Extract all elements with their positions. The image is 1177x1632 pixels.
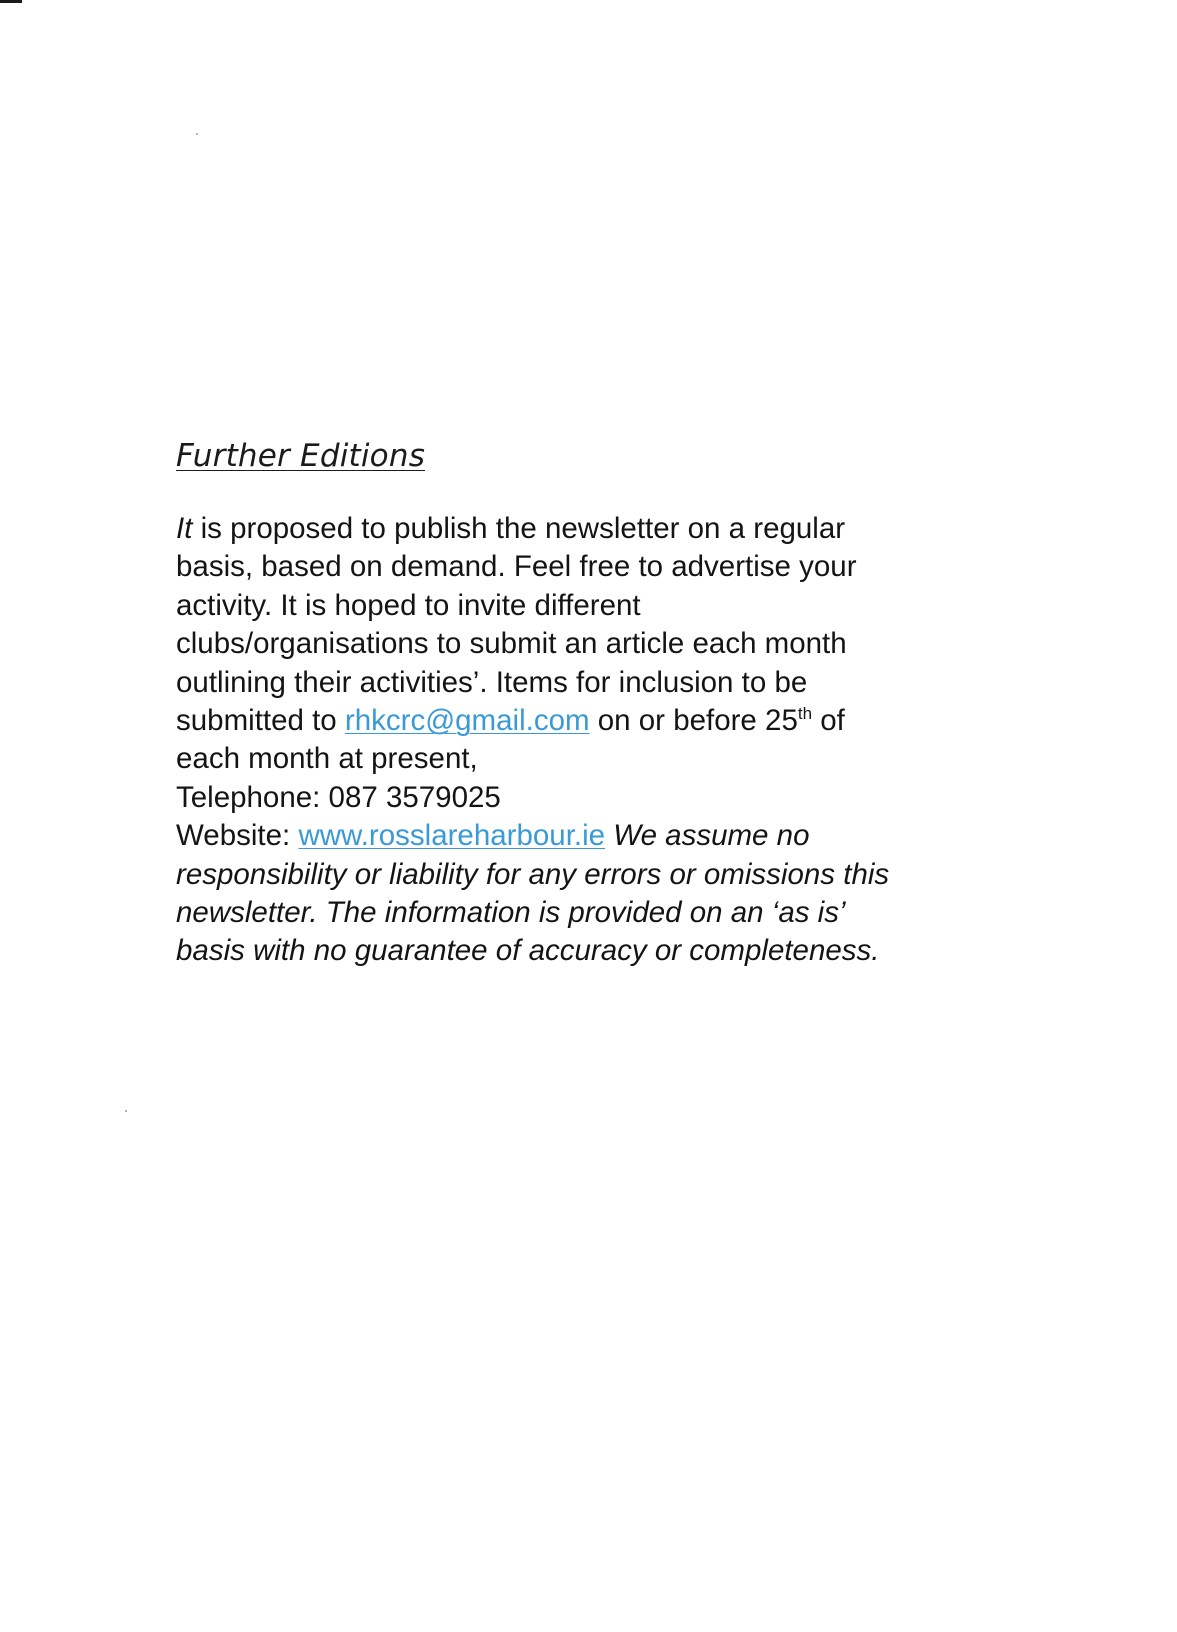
further-editions-section — [176, 438, 996, 971]
text-segment: submitted to — [176, 704, 345, 738]
text-line: basis, based on demand. Feel free to advertise your — [176, 550, 857, 584]
text-segment: is proposed to publish the newsletter on a regular — [192, 512, 846, 545]
text-segment: Website: — [176, 819, 299, 853]
scan-speck — [125, 1110, 127, 1112]
text-segment: of — [812, 704, 845, 738]
disclaimer-segment: We assume no — [605, 819, 810, 853]
section-heading: Further Editions — [176, 438, 426, 474]
text-line: each month at present, — [176, 742, 478, 776]
email-link[interactable]: rhkcrc@gmail.com — [344, 704, 590, 738]
ordinal-suffix: th — [797, 704, 813, 724]
website-line — [176, 817, 996, 855]
text-line — [176, 510, 996, 548]
disclaimer-line: responsibility or liability for any errors or omissions this — [176, 857, 890, 891]
text-line: clubs/organisations to submit an article each month — [176, 627, 847, 661]
scan-corner-mark — [0, 0, 22, 3]
text-segment: on or before 25 — [589, 704, 798, 738]
website-link[interactable]: www.rosslareharbour.ie — [298, 819, 606, 853]
italic-word: It — [176, 512, 193, 545]
body-paragraph — [176, 510, 996, 971]
text-line: outlining their activities’. Items for inclusion to be — [176, 665, 808, 699]
telephone-line: Telephone: 087 3579025 — [176, 780, 501, 814]
disclaimer-line: basis with no guarantee of accuracy or completeness. — [176, 934, 880, 968]
text-line — [176, 702, 996, 740]
text-line: activity. It is hoped to invite different — [176, 588, 641, 622]
disclaimer-line: newsletter. The information is provided on an ‘as is’ — [176, 896, 846, 930]
scan-speck — [196, 133, 198, 135]
